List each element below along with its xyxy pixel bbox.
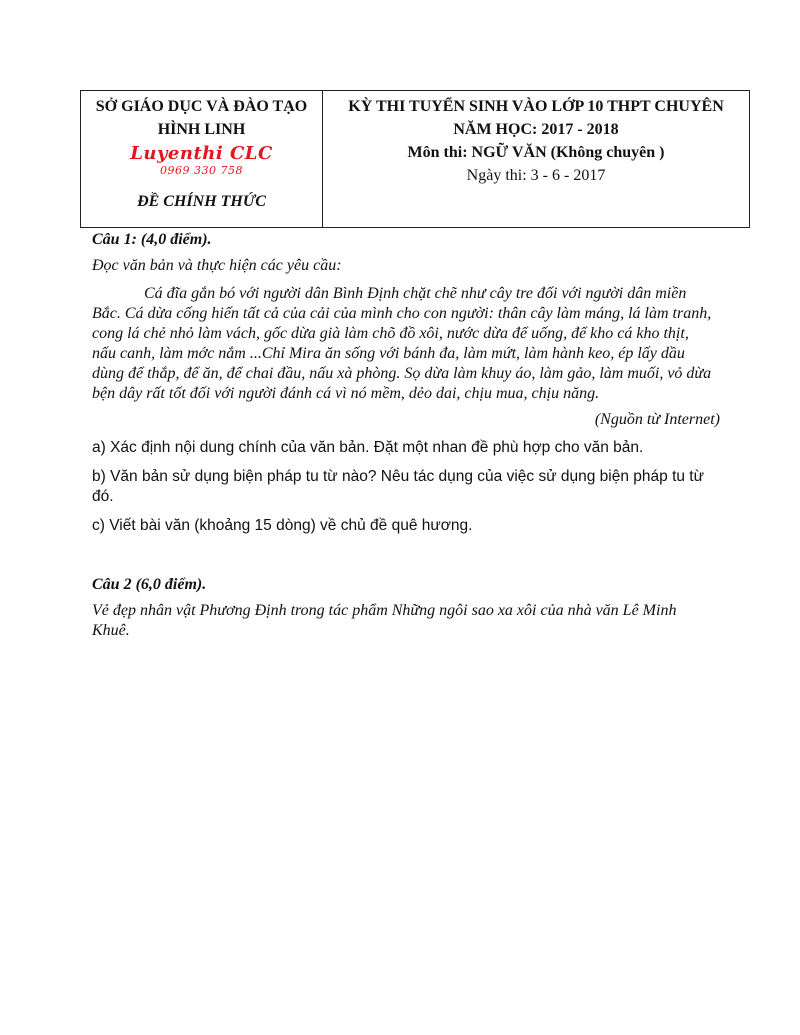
exam-name: KỲ THI TUYỂN SINH VÀO LỚP 10 THPT CHUYÊN [348,98,724,115]
exam-info-cell [323,91,749,227]
task-c: c) Viết bài văn (khoảng 15 dòng) về chủ đề quê hương. [92,517,473,534]
question-2-prompt: Vẻ đẹp nhân vật Phương Định trong tác phẩm Những ngôi sao xa xôi của nhà văn Lê Minh Khuê. [92,602,677,639]
section-spacer [92,545,712,575]
exam-content [92,230,720,641]
school-year: NĂM HỌC: 2017 - 2018 [453,121,619,138]
task-a: a) Xác định nội dung chính của văn bản. Đặt một nhan đề phù hợp cho văn bản. [92,439,644,456]
question-2-title: Câu 2 (6,0 điểm). [92,576,207,593]
exam-subject: Môn thi: NGỮ VĂN (Không chuyên ) [407,144,665,161]
reading-passage: Cá đĩa gắn bó với người dân Bình Định chặt chẽ như cây tre đối với người dân miền Bắc. Cá dừa cống hiến tất cả của cải của mình cho con người: thân cây làm máng, lá làm tranh, cong lá chẻ nhỏ làm vách, gốc dừa già làm chõ đồ xôi, nước dừa để uống, để kho cá kho thịt, nấu canh, làm mớc nắm ...Chỉ Mira ăn sống với bánh đa, làm mứt, làm hành keo, ép lấy dầu dùng để thắp, để ăn, để chai đầu, nấu xà phòng. Sọ dừa làm khuy áo, làm gảo, làm muối, vỏ dừa bện dây rất tốt đối với người đánh cá vì nó mềm, dẻo dai, chịu mua, chịu năng. [92,285,712,402]
question-1-title: Câu 1: (4,0 điểm). [92,231,212,248]
exam-date: Ngày thi: 3 - 6 - 2017 [466,167,606,184]
department-name: SỞ GIÁO DỤC VÀ ĐÀO TẠO [95,98,308,115]
passage-source: (Nguồn từ Internet) [594,411,720,428]
question-1-instruction: Đọc văn bản và thực hiện các yêu cầu: [92,257,342,274]
task-b: b) Văn bản sử dụng biện pháp tu từ nào? Nêu tác dụng của việc sử dụng biện pháp tu từ đó. [92,468,704,505]
logo-phone: 0969 330 758 [160,164,243,177]
official-label: ĐỀ CHÍNH THỨC [137,193,266,210]
logo-title: Luyenthi CLC [130,143,273,164]
exam-header-table [80,90,750,228]
luyenthi-logo [130,145,273,176]
province-name: HÌNH LINH [157,121,246,138]
department-cell [81,91,323,227]
